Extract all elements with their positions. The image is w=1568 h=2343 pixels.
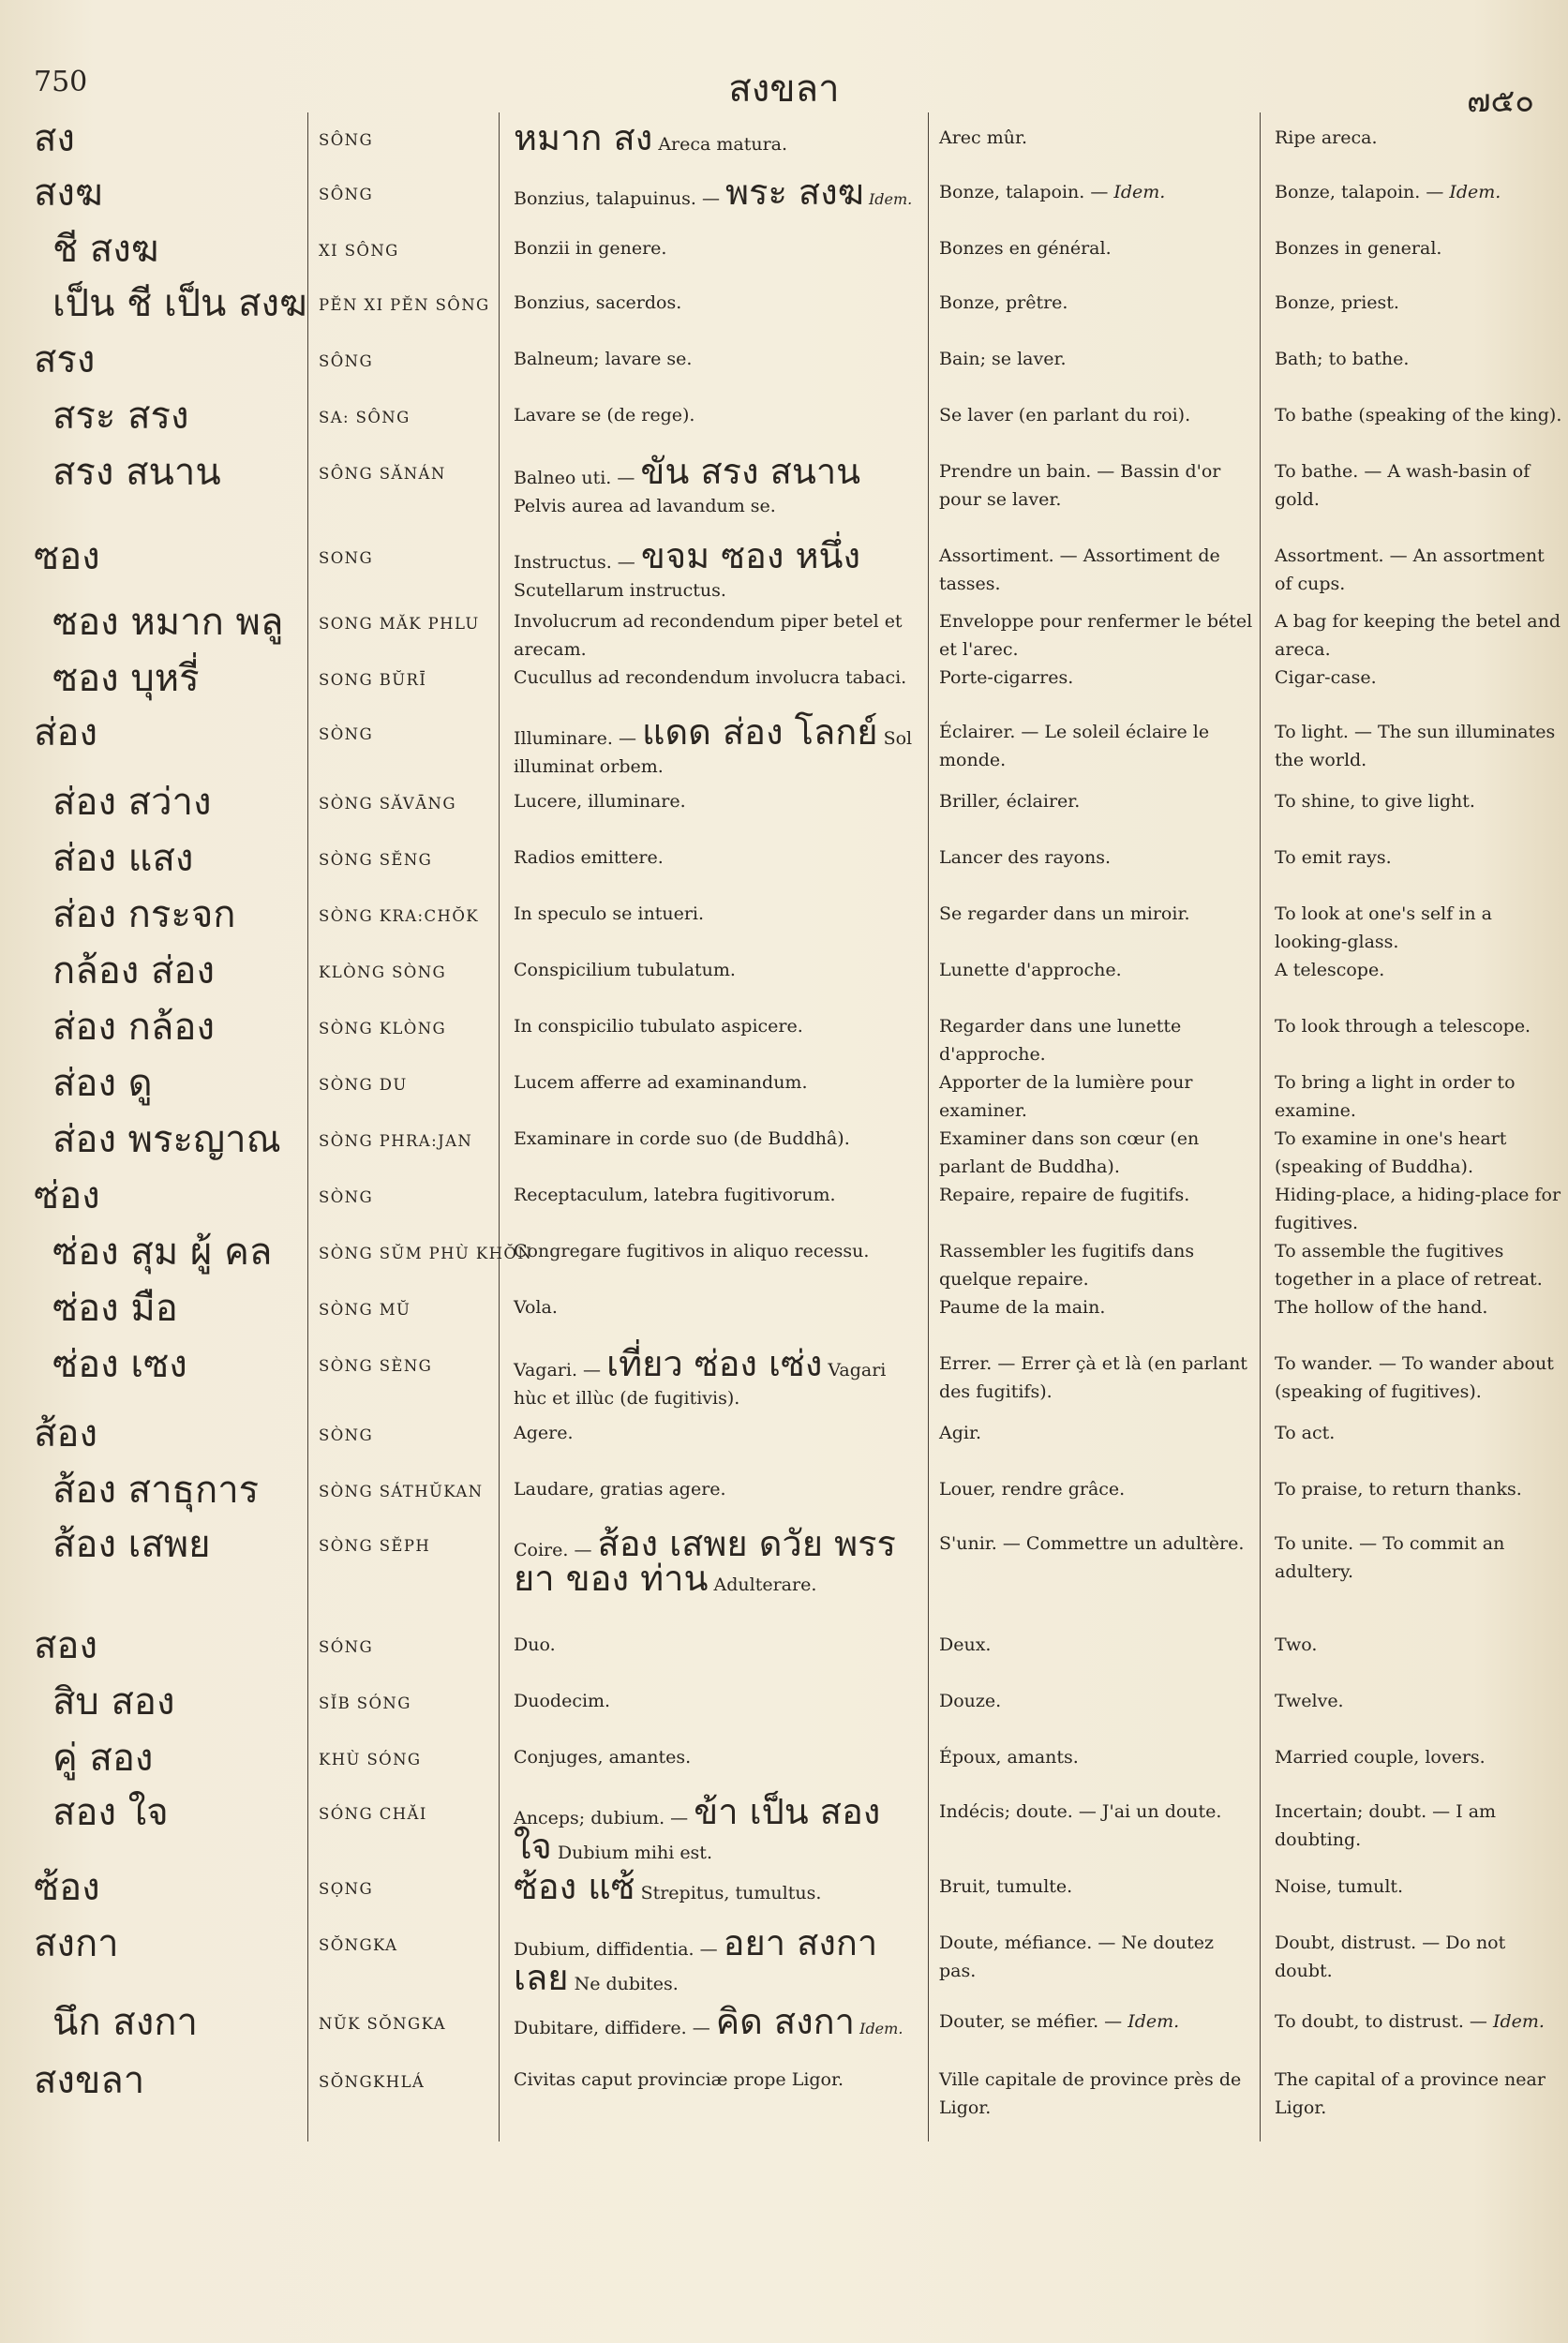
definition-english: Cigar-case.: [1275, 667, 1377, 688]
definition-english: Assortment. — An assortment of cups.: [1275, 545, 1545, 594]
definition-french: Assortiment. — Assortiment de tasses.: [939, 545, 1220, 594]
definition-english: Incertain; doubt. — I am doubting.: [1275, 1801, 1497, 1850]
headword-thai: ชี สงฆ: [52, 228, 159, 271]
page-number-left: 750: [34, 66, 88, 98]
definition-latin: Examinare in corde suo (de Buddhâ).: [514, 1128, 850, 1149]
headword-thai: ซอง: [34, 535, 100, 578]
definition-latin: Conjuges, amantes.: [514, 1747, 692, 1768]
headword-thai: ส้อง เสพย: [52, 1523, 211, 1566]
definition-latin: Illuminare. — แดด ส่อง โลกย์ Sol illuminat orbem.: [514, 711, 913, 777]
example-thai: หมาก สง: [514, 117, 653, 158]
headword-romanization: SÒNG SŬM PHÙ KHŎN: [319, 1245, 533, 1262]
definition-latin: In conspicilio tubulato aspicere.: [514, 1016, 803, 1037]
definition-french: Errer. — Errer çà et là (en parlant des fugitifs).: [939, 1353, 1247, 1402]
headword-romanization: SÔNG: [319, 352, 374, 370]
headword-romanization: KLÒNG SÒNG: [319, 963, 447, 981]
definition-french: Indécis; doute. — J'ai un doute.: [939, 1801, 1222, 1822]
definition-latin: Anceps; dubium. — ข้า เป็น สอง ใจ Dubium mihi est.: [514, 1791, 881, 1867]
definition-french: Se laver (en parlant du roi).: [939, 405, 1191, 425]
headword-romanization: KHÙ SÓNG: [319, 1751, 422, 1768]
definition-english: To assemble the fugitives together in a place of retreat.: [1275, 1241, 1543, 1290]
definition-french: S'unir. — Commettre un adultère.: [939, 1533, 1245, 1554]
definition-latin: Bonzius, talapuinus. — พระ สงฆ Idem.: [514, 172, 913, 213]
headword-thai: กล้อง ส่อง: [52, 949, 215, 992]
definition-latin: Civitas caput provinciæ prope Ligor.: [514, 2069, 844, 2090]
definition-french: Bonze, talapoin. — Idem.: [939, 182, 1166, 202]
definition-latin: Coire. — ส้อง เสพย ดวัย พรรยา ของ ท่าน Adulterare.: [514, 1523, 896, 1599]
definition-english: Bonze, priest.: [1275, 292, 1399, 313]
definition-french: Regarder dans une lunette d'approche.: [939, 1016, 1182, 1065]
definition-french: Lancer des rayons.: [939, 847, 1111, 868]
headword-thai: สอง: [34, 1624, 97, 1667]
headword-thai: ซ่อง เซง: [52, 1343, 187, 1386]
headword-thai: สระ สรง: [52, 395, 189, 438]
headword-thai: ส่อง พระญาณ: [52, 1118, 281, 1161]
definition-latin: Duo.: [514, 1634, 556, 1655]
definition-english: To unite. — To commit an adultery.: [1275, 1533, 1505, 1582]
running-title: สงขลา: [728, 67, 840, 111]
headword-romanization: SÒNG DU: [319, 1076, 408, 1094]
definition-latin: Dubitare, diffidere. — คิด สงกา Idem.: [514, 2001, 903, 2042]
definition-latin: In speculo se intueri.: [514, 903, 705, 924]
definition-latin: Cucullus ad recondendum involucra tabaci.: [514, 667, 907, 688]
headword-romanization: SÒNG PHRA:JAN: [319, 1132, 473, 1150]
headword-thai: สรง: [34, 338, 96, 381]
definition-latin: Dubium, diffidentia. — อยา สงกา เลย Ne dubites.: [514, 1922, 878, 1998]
headword-thai: สงฆ: [34, 172, 103, 215]
definition-french: Briller, éclairer.: [939, 791, 1081, 812]
definition-french: Bruit, tumulte.: [939, 1876, 1073, 1897]
headword-thai: สงกา: [34, 1922, 119, 1965]
example-thai: อยา สงกา เลย: [514, 1922, 878, 1998]
definition-french: Arec mûr.: [939, 127, 1028, 148]
headword-thai: นึก สงกา: [52, 2001, 198, 2044]
definition-french: Enveloppe pour renfermer le bétel et l'arec.: [939, 611, 1253, 660]
definition-english: To bathe (speaking of the king).: [1275, 405, 1562, 425]
definition-latin: Bonzius, sacerdos.: [514, 292, 682, 313]
definition-english: To examine in one's heart (speaking of Buddha).: [1275, 1128, 1507, 1177]
definition-latin: ซ้อง แซ้ Strepitus, tumultus.: [514, 1866, 822, 1907]
headword-romanization: SÒNG SĔNG: [319, 851, 433, 869]
definition-latin: Lucem afferre ad examinandum.: [514, 1072, 808, 1093]
definition-french: Ville capitale de province près de Ligor.: [939, 2069, 1242, 2118]
definition-latin: Involucrum ad recondendum piper betel et arecam.: [514, 611, 903, 660]
definition-english: To doubt, to distrust. — Idem.: [1275, 2011, 1545, 2032]
definition-latin: Vola.: [514, 1297, 558, 1318]
definition-english: To emit rays.: [1275, 847, 1392, 868]
definition-latin: Lucere, illuminare.: [514, 791, 686, 812]
headword-romanization: SÒNG SĂVĀNG: [319, 795, 456, 813]
definition-english: Hiding-place, a hiding-place for fugitives.: [1275, 1185, 1561, 1233]
headword-thai: ซ่อง สุม ผู้ คล: [52, 1231, 273, 1274]
headword-thai: คู่ สอง: [52, 1737, 154, 1780]
example-thai: พระ สงฆ: [724, 172, 864, 213]
definition-latin: Congregare fugitivos in aliquo recessu.: [514, 1241, 870, 1261]
definition-french: Porte-cigarres.: [939, 667, 1074, 688]
headword-thai: ส้อง: [34, 1412, 97, 1455]
definition-english: Married couple, lovers.: [1275, 1747, 1486, 1768]
headword-romanization: SÒNG SĔPH: [319, 1537, 431, 1555]
definition-latin: Instructus. — ขจม ซอง หนึ่ง Scutellarum instructus.: [514, 535, 861, 601]
example-thai: ซ้อง แซ้: [514, 1866, 635, 1907]
definition-latin: Radios emittere.: [514, 847, 664, 868]
headword-thai: สงขลา: [34, 2059, 145, 2102]
definition-english: Two.: [1275, 1634, 1318, 1655]
definition-latin: Bonzii in genere.: [514, 238, 667, 259]
headword-romanization: NŬK SŎNGKA: [319, 2015, 446, 2033]
definition-french: Doute, méfiance. — Ne doutez pas.: [939, 1933, 1215, 1981]
definition-english: The hollow of the hand.: [1275, 1297, 1488, 1318]
headword-thai: ซอง บุหรี่: [52, 657, 200, 700]
headword-romanization: SÒNG KLÒNG: [319, 1020, 447, 1037]
headword-thai: สิบ สอง: [52, 1680, 175, 1724]
definition-english: To look at one's self in a looking-glass.: [1275, 903, 1492, 952]
headword-romanization: SÒNG: [319, 725, 374, 743]
definition-english: Noise, tumult.: [1275, 1876, 1404, 1897]
headword-romanization: SỌNG: [319, 1880, 374, 1898]
definition-french: Examiner dans son cœur (en parlant de Buddha).: [939, 1128, 1200, 1177]
example-thai: ขจม ซอง หนึ่ง: [640, 535, 861, 576]
headword-thai: ส่อง ดู: [52, 1062, 153, 1105]
page-number-right: ๗๕๐: [1466, 82, 1534, 120]
headword-romanization: SŎNGKHLÁ: [319, 2073, 426, 2091]
headword-thai: ส่อง กระจก: [52, 893, 236, 936]
definition-english: Doubt, distrust. — Do not doubt.: [1275, 1933, 1506, 1981]
headword-romanization: SA: SÔNG: [319, 409, 411, 426]
example-thai: ขัน สรง สนาน: [640, 451, 861, 492]
example-thai: แดด ส่อง โลกย์: [642, 711, 878, 753]
definition-french: Époux, amants.: [939, 1747, 1079, 1768]
headword-thai: สง: [34, 117, 75, 160]
definition-latin: Laudare, gratias agere.: [514, 1479, 726, 1500]
headword-romanization: SONG BŬRĪ: [319, 671, 427, 689]
definition-latin: Balneum; lavare se.: [514, 349, 693, 369]
headword-thai: สรง สนาน: [52, 451, 221, 494]
definition-french: Bain; se laver.: [939, 349, 1067, 369]
headword-thai: ส้อง สาธุการ: [52, 1469, 260, 1512]
definition-english: Bath; to bathe.: [1275, 349, 1410, 369]
headword-romanization: SÒNG SÈNG: [319, 1357, 433, 1375]
definition-english: To wander. — To wander about (speaking of fugitives).: [1275, 1353, 1554, 1402]
headword-romanization: SONG: [319, 549, 374, 567]
definition-latin: หมาก สง Areca matura.: [514, 117, 788, 158]
definition-latin: Lavare se (de rege).: [514, 405, 695, 425]
definition-french: Douter, se méfier. — Idem.: [939, 2011, 1180, 2032]
definition-french: Prendre un bain. — Bassin d'or pour se laver.: [939, 461, 1221, 510]
headword-thai: ส่อง สว่าง: [52, 781, 212, 824]
headword-romanization: SĬB SÓNG: [319, 1694, 411, 1712]
definition-french: Deux.: [939, 1634, 992, 1655]
definition-english: Ripe areca.: [1275, 127, 1378, 148]
headword-romanization: SŎNGKA: [319, 1936, 398, 1954]
headword-romanization: SÔNG SĂNÁN: [319, 465, 446, 483]
definition-french: Louer, rendre grâce.: [939, 1479, 1126, 1500]
headword-romanization: XI SÔNG: [319, 242, 399, 260]
definition-english: To bring a light in order to examine.: [1275, 1072, 1516, 1121]
definition-english: The capital of a province near Ligor.: [1275, 2069, 1546, 2118]
headword-romanization: SÒNG SÁTHŬKAN: [319, 1483, 484, 1500]
headword-romanization: SÔNG: [319, 186, 374, 203]
definition-french: Lunette d'approche.: [939, 960, 1122, 980]
definition-latin: Vagari. — เที่ยว ซ่อง เซ่ง Vagari hùc et illùc (de fugitivis).: [514, 1343, 887, 1409]
definition-french: Paume de la main.: [939, 1297, 1106, 1318]
headword-thai: ซ่อง: [34, 1174, 100, 1217]
definition-french: Repaire, repaire de fugitifs.: [939, 1185, 1190, 1205]
headword-romanization: SÓNG CHĂI: [319, 1805, 427, 1823]
headword-romanization: SÒNG: [319, 1426, 374, 1444]
definition-english: To praise, to return thanks.: [1275, 1479, 1522, 1500]
definition-french: Se regarder dans un miroir.: [939, 903, 1190, 924]
definition-french: Rassembler les fugitifs dans quelque repaire.: [939, 1241, 1195, 1290]
definition-latin: Agere.: [514, 1423, 574, 1443]
definition-latin: Receptaculum, latebra fugitivorum.: [514, 1185, 836, 1205]
definition-latin: Conspicilium tubulatum.: [514, 960, 736, 980]
definition-english: To act.: [1275, 1423, 1336, 1443]
headword-thai: ส่อง: [34, 711, 97, 754]
example-thai: ส้อง เสพย ดวัย พรรยา ของ ท่าน: [514, 1523, 896, 1599]
definition-french: Apporter de la lumière pour examiner.: [939, 1072, 1193, 1121]
definition-french: Bonze, prêtre.: [939, 292, 1068, 313]
definition-french: Éclairer. — Le soleil éclaire le monde.: [939, 722, 1210, 770]
definition-english: Bonze, talapoin. — Idem.: [1275, 182, 1501, 202]
headword-thai: เป็น ชี เป็น สงฆ: [52, 282, 307, 325]
headword-romanization: SÒNG KRA:CHŎK: [319, 907, 479, 925]
definition-french: Agir.: [939, 1423, 981, 1443]
definition-english: Twelve.: [1275, 1691, 1344, 1711]
headword-romanization: SONG MĂK PHLU: [319, 615, 480, 633]
definition-latin: Balneo uti. — ขัน สรง สนาน Pelvis aurea ad lavandum se.: [514, 451, 861, 516]
headword-romanization: SÒNG MŬ: [319, 1301, 411, 1319]
definition-english: A bag for keeping the betel and areca.: [1275, 611, 1561, 660]
definition-english: To bathe. — A wash-basin of gold.: [1275, 461, 1531, 510]
headword-thai: สอง ใจ: [52, 1791, 169, 1834]
headword-thai: ซ่อง มือ: [52, 1287, 178, 1330]
definition-english: Bonzes in general.: [1275, 238, 1442, 259]
example-thai: ข้า เป็น สอง ใจ: [514, 1791, 881, 1867]
definition-english: To shine, to give light.: [1275, 791, 1475, 812]
headword-thai: ส่อง แสง: [52, 837, 194, 880]
headword-romanization: SÔNG: [319, 131, 374, 149]
headword-thai: ซ้อง: [34, 1866, 100, 1909]
definition-english: To light. — The sun illuminates the world.: [1275, 722, 1556, 770]
definition-latin: Duodecim.: [514, 1691, 611, 1711]
headword-romanization: SÒNG: [319, 1188, 374, 1206]
headword-romanization: SÓNG: [319, 1638, 374, 1656]
example-thai: คิด สงกา: [715, 2001, 856, 2042]
headword-romanization: PĔN XI PĔN SÔNG: [319, 296, 490, 314]
definition-english: A telescope.: [1275, 960, 1385, 980]
definition-french: Bonzes en général.: [939, 238, 1112, 259]
headword-thai: ส่อง กล้อง: [52, 1006, 215, 1049]
definition-french: Douze.: [939, 1691, 1002, 1711]
definition-english: To look through a telescope.: [1275, 1016, 1531, 1037]
example-thai: เที่ยว ซ่อง เซ่ง: [606, 1343, 823, 1384]
headword-thai: ซอง หมาก พลู: [52, 601, 284, 644]
